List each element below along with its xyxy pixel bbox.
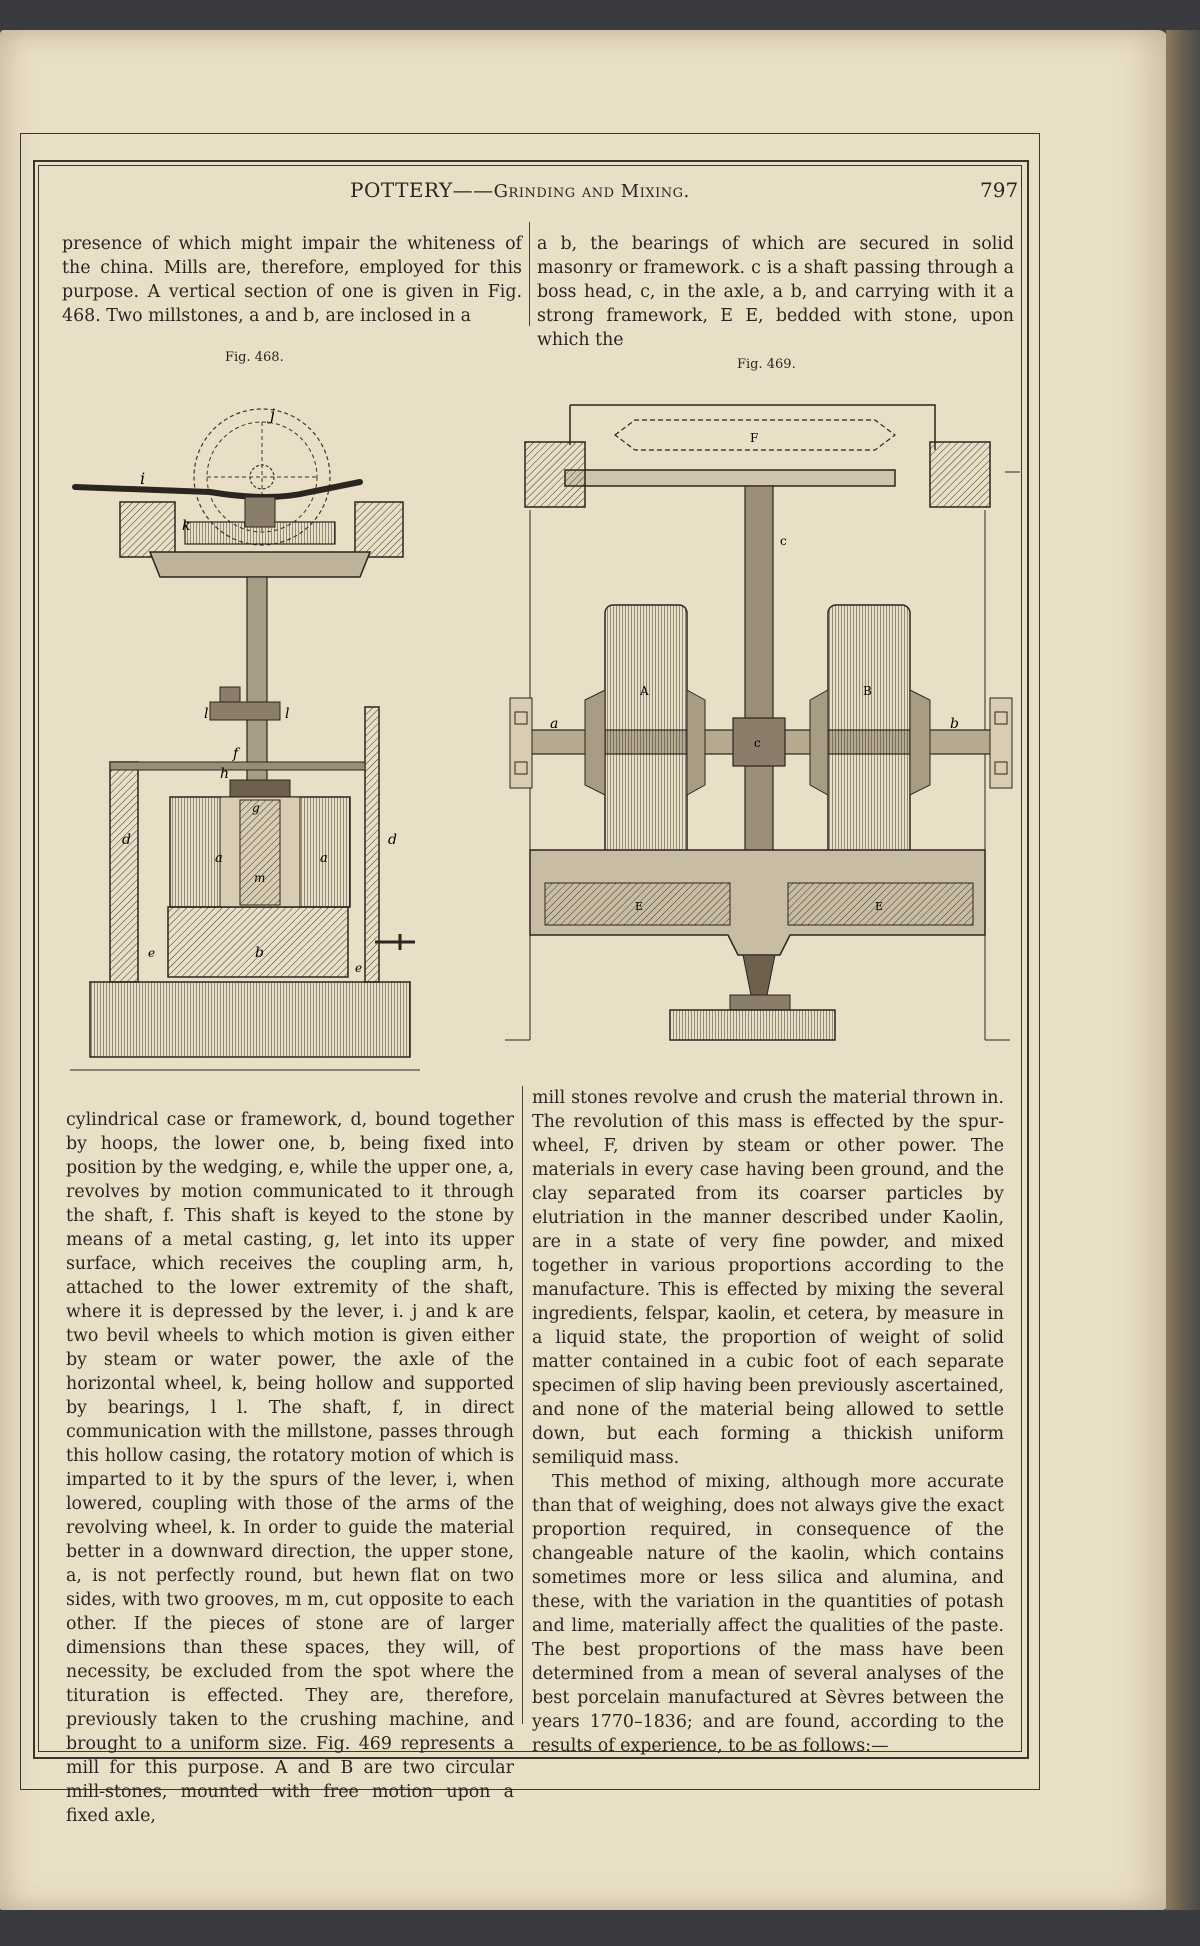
- book-spine-edge: [1166, 30, 1200, 1910]
- fig468-letter-a2: a: [320, 851, 328, 866]
- fig469-letter-A: A: [640, 684, 649, 698]
- running-head-dash: ——: [452, 178, 494, 202]
- fig469-letter-c1: c: [780, 534, 787, 548]
- page-number: 797: [980, 178, 1019, 202]
- fig468-letter-e2: e: [355, 961, 363, 975]
- text-bottom-right: [532, 1086, 1004, 1758]
- figure-469-crushing-mill: [505, 400, 1025, 1070]
- paragraph: cylindrical case or framework, d, bound together by hoops, the lower one, b, being fixed into position by the wedging, e, while the upper one, a, revolves by motion communicated to it through the shaft, f. This shaft is keyed to the stone by means of a metal casting, g, let into its upper surface, which receives the coupling arm, h, attached to the lower extremity of the shaft, where it is depressed by the lever, i. j and k are two bevil wheels to which motion is given either by steam or water power, the axle of the horizontal wheel, k, being hollow and supported by bearings, l l. The shaft, f, in direct communication with the millstone, passes through this hollow casing, the rotatory motion of which is imparted to it by the spurs of the lever, i, when lowered, coupling with those of the arms of the revolving wheel, k. In order to guide the material better in a downward direction, the upper stone, a, is not perfectly round, but hewn flat on two sides, with two grooves, m m, cut opposite to each other. If the pieces of stone are of larger dimensions than these spaces, they will, of necessity, be excluded from the spot where the tituration is effected. They are, therefore, previously taken to the crushing machine, and brought to a uniform size. Fig. 469 represents a mill for this purpose. A and B are two circular mill-stones, mounted with free motion upon a fixed axle,: [66, 1110, 514, 1826]
- paragraph: This method of mixing, although more accurate than that of weighing, does not always give the exact proportion required, in consequence of the changeable nature of the kaolin, which contains sometimes more or less silica and alumina, and these, with the variation in the quantities of potash and lime, materially affect the qualities of the paste. The best proportions of the mass have been determined from a mean of several analyses of the best porcelain manufactured at Sèvres between the years 1770–1836; and are found, according to the results of experience, to be as follows:—: [532, 1472, 1004, 1756]
- text-top-left: [62, 232, 522, 328]
- fig468-letter-g: g: [252, 801, 260, 815]
- paragraph: presence of which might impair the whiteness of the china. Mills are, therefore, employed for this purpose. A vertical section of one is given in Fig. 468. Two millstones, a and b, are inclosed in a: [62, 234, 522, 326]
- fig469-letter-a: a: [550, 716, 559, 732]
- fig468-letter-j: j: [270, 405, 275, 424]
- running-head-sub: Grinding and Mixing.: [493, 181, 690, 202]
- figure-469-caption: Fig. 469.: [737, 357, 796, 372]
- column-rule-bottom: [522, 1086, 523, 1724]
- fig468-letter-a1: a: [215, 851, 223, 866]
- paragraph: a b, the bearings of which are secured in solid masonry or framework. c is a shaft passing through a boss head, c, in the axle, a b, and carrying with it a strong framework, E E, bedded with stone, upon which the: [537, 234, 1014, 350]
- fig469-letter-b: b: [950, 716, 959, 732]
- fig469-letter-c2: c: [754, 736, 761, 750]
- fig469-letter-F: F: [750, 431, 759, 445]
- fig469-letter-E1: E: [635, 900, 644, 913]
- figure-468-mill-section: [70, 402, 420, 1082]
- fig468-letter-d2: d: [388, 832, 397, 848]
- fig468-letter-e1: e: [148, 946, 156, 960]
- running-head: [350, 178, 690, 202]
- fig468-letter-l1: l: [204, 706, 209, 722]
- text-bottom-left: [66, 1108, 514, 1828]
- fig468-letter-f: f: [233, 746, 239, 762]
- fig469-letter-B: B: [863, 684, 872, 698]
- figure-468-caption: Fig. 468.: [225, 350, 284, 365]
- fig468-letter-l2: l: [285, 706, 290, 722]
- fig468-letter-m: m: [254, 871, 266, 885]
- column-rule-top: [529, 222, 530, 326]
- fig468-letter-i: i: [140, 469, 146, 488]
- text-top-right: [537, 232, 1014, 352]
- fig468-letter-h: h: [220, 766, 230, 782]
- fig468-letter-d1: d: [122, 832, 131, 848]
- fig468-letter-k: k: [182, 518, 191, 534]
- fig468-letter-b: b: [255, 945, 264, 961]
- running-head-main: POTTERY: [350, 178, 453, 202]
- paragraph: mill stones revolve and crush the material thrown in. The revolution of this mass is effected by the spur-wheel, F, driven by steam or other power. The materials in every case having been ground, and the clay separated from its coarser particles by elutriation in the manner described under Kaolin, are in a state of very fine powder, and mixed together in various proportions according to the manufacture. This is effected by mixing the several ingredients, felspar, kaolin, et cetera, by measure in a liquid state, the proportion of weight of solid matter contained in a cubic foot of each separate specimen of slip having been previously ascertained, and none of the material being allowed to settle down, but each forming a thickish uniform semiliquid mass.: [532, 1088, 1004, 1468]
- fig469-letter-E2: E: [875, 900, 884, 913]
